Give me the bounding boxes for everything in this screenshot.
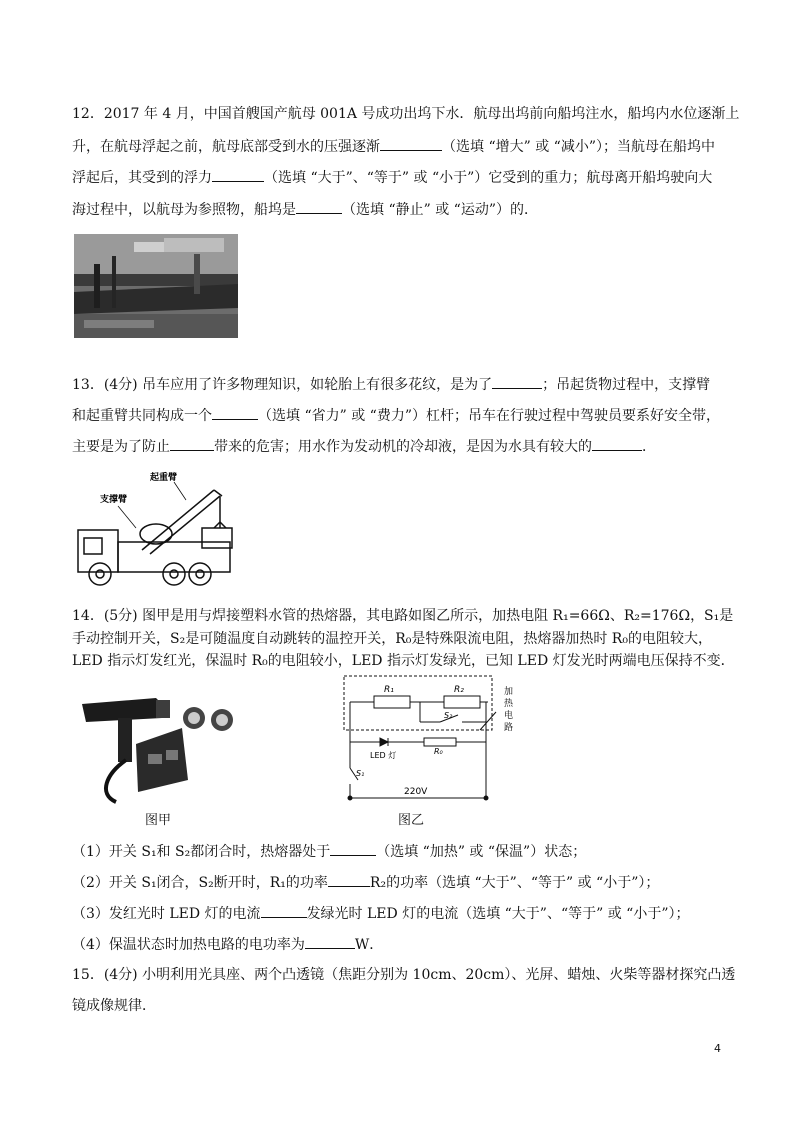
answer-blank — [305, 934, 355, 949]
q12-text: 海过程中，以航母为参照物，船坞是 — [72, 202, 296, 218]
q13-line-2 — [72, 405, 720, 426]
answer-blank — [328, 872, 370, 887]
answer-blank — [592, 436, 642, 451]
heating-label-2: 热 — [504, 699, 514, 709]
q14-line-1: 14．(5分) 图甲是用与焊接塑料水管的热熔器，其电路如图乙所示，加热电阻 R₁=66Ω、R₂=176Ω，S₁是 — [72, 608, 734, 624]
q13-text: ． — [642, 439, 656, 455]
q14-sub-1 — [72, 841, 586, 862]
q15-line-1: 15．(4分) 小明利用光具座、两个凸透镜（焦距分别为 10cm、20cm）、光屏、蜡烛、火柴等器材探究凸透 — [72, 967, 736, 983]
q13-text: 和起重臂共同构成一个 — [72, 408, 212, 424]
r2-label: R₂ — [454, 685, 464, 695]
q13-text: 主要是为了防止 — [72, 439, 170, 455]
q14-text: （4）保温状态时加热电路的电功率为 — [72, 937, 305, 953]
crane-truck-figure — [74, 470, 254, 590]
heating-label-3: 电 — [504, 711, 514, 721]
q13-line-3 — [72, 436, 656, 457]
figure-jia-caption: 图甲 — [145, 813, 172, 828]
heat-welder-photo — [76, 684, 256, 804]
q12-text: 浮起后，其受到的浮力 — [72, 170, 212, 186]
q12-line-4 — [72, 199, 538, 220]
q14-sub-3 — [72, 903, 690, 924]
heating-label-4: 路 — [504, 723, 514, 733]
r1-label: R₁ — [384, 685, 394, 695]
led-label: LED 灯 — [370, 751, 397, 760]
answer-blank — [296, 199, 342, 214]
q12-text: （选填 “大于”、“等于” 或 “小于”）它受到的重力；航母离开船坞驶向大 — [264, 170, 713, 186]
q14-text: （3）发红光时 LED 灯的电流 — [72, 906, 261, 922]
q14-text: R₂的功率（选填 “大于”、“等于” 或 “小于”）； — [369, 875, 660, 891]
q13-text: 13．(4分) 吊车应用了许多物理知识，如轮胎上有很多花纹，是为了 — [72, 377, 493, 393]
q13-line-1 — [72, 374, 710, 395]
circuit-diagram — [340, 672, 530, 812]
q13-text: ；吊起货物过程中，支撑臂 — [542, 377, 711, 393]
q14-text: 发绿光时 LED 灯的电流（选填 “大于”、“等于” 或 “小于”）； — [306, 906, 690, 922]
q14-sub-4 — [72, 934, 383, 955]
voltage-label: 220V — [404, 787, 428, 797]
q12-line-3 — [72, 167, 712, 188]
q14-text: （选填 “加热” 或 “保温”）状态； — [376, 844, 587, 860]
q12-text: （选填 “静止” 或 “运动”）的． — [342, 202, 538, 218]
q12-line-2 — [72, 136, 715, 157]
q14-text: W． — [354, 937, 384, 953]
figure-yi-caption: 图乙 — [398, 813, 425, 828]
q12-text: （选填 “增大” 或 “减小”）；当航母在船坞中 — [442, 139, 715, 155]
q14-text: （2）开关 S₁闭合，S₂断开时，R₁的功率 — [72, 875, 328, 891]
answer-blank — [261, 903, 307, 918]
q14-line-2: 手动控制开关，S₂是可随温度自动跳转的温控开关，R₀是特殊限流电阻，热熔器加热时 R₀的电阻较大， — [72, 631, 712, 647]
q15-line-2: 镜成像规律． — [72, 998, 156, 1014]
boom-label: 起重臂 — [150, 473, 178, 483]
q12-text: 升，在航母浮起之前，航母底部受到水的压强逐渐 — [72, 139, 380, 155]
s2-label: S₂ — [444, 711, 453, 720]
answer-blank — [212, 167, 264, 182]
r0-label: R₀ — [434, 747, 443, 756]
q13-text: （选填 “省力” 或 “费力”）杠杆；吊车在行驶过程中驾驶员要系好安全带， — [258, 408, 720, 424]
q13-text: 带来的危害；用水作为发动机的冷却液，是因为水具有较大的 — [214, 439, 592, 455]
answer-blank — [492, 374, 542, 389]
q12-line-1: 12．2017 年 4 月，中国首艘国产航母 001A 号成功出坞下水．航母出坞前向船坞注水，船坞内水位逐渐上 — [72, 106, 740, 122]
q14-text: （1）开关 S₁和 S₂都闭合时，热熔器处于 — [72, 844, 331, 860]
answer-blank — [330, 841, 376, 856]
s1-label: S₁ — [356, 769, 365, 778]
aircraft-carrier-photo — [74, 234, 238, 338]
answer-blank — [380, 136, 442, 151]
answer-blank — [212, 405, 258, 420]
q14-line-3: LED 指示灯发红光，保温时 R₀的电阻较小，LED 指示灯发绿光，已知 LED 灯发光时两端电压保持不变． — [72, 653, 735, 669]
support-arm-label: 支撑臂 — [100, 495, 128, 505]
answer-blank — [170, 436, 214, 451]
q14-sub-2 — [72, 872, 659, 893]
page-number: 4 — [714, 1042, 721, 1055]
heating-label-1: 加 — [504, 687, 514, 697]
